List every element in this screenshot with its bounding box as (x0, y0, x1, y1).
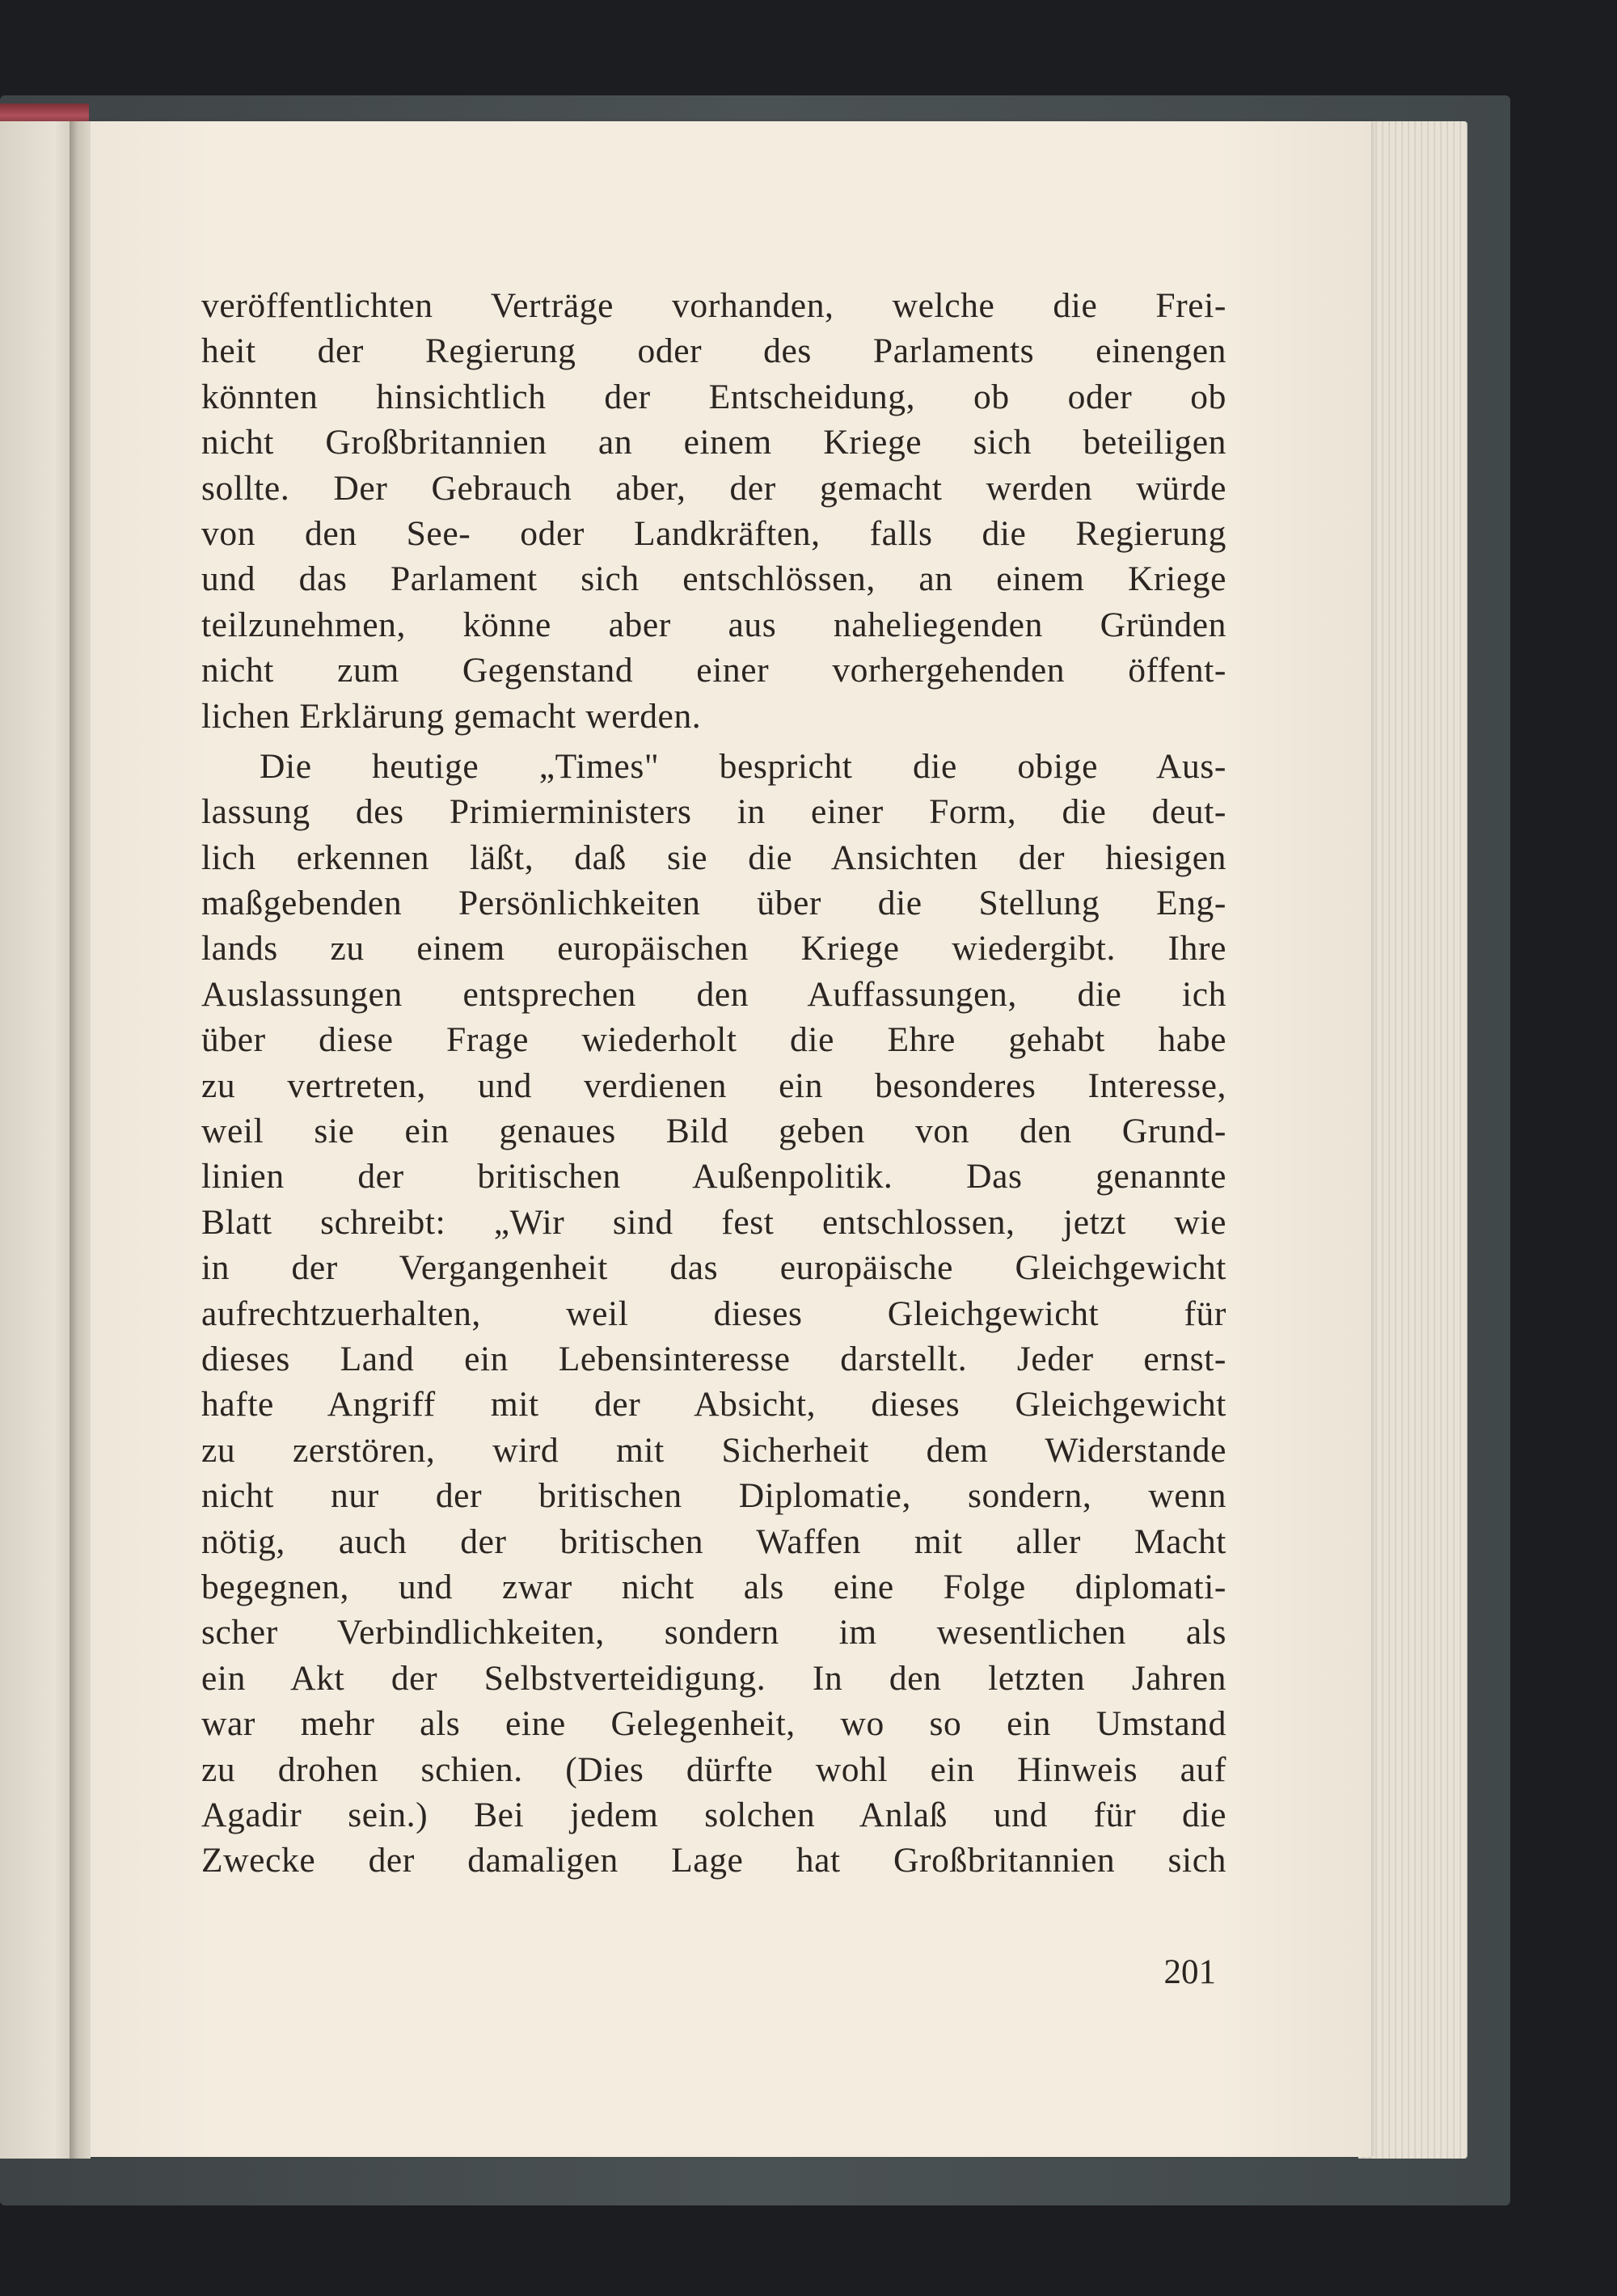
page-body-text (201, 283, 1226, 1884)
text-line: Zwecke der damaligen Lage hat Großbritannien sich (201, 1841, 1226, 1880)
text-line: sollte. Der Gebrauch aber, der gemacht werden würde (201, 468, 1226, 508)
text-line: könnten hinsichtlich der Entscheidung, ob oder ob (201, 377, 1226, 416)
text-line: weil sie ein genaues Bild geben von den Grund- (201, 1112, 1226, 1151)
text-line: lich erkennen läßt, daß sie die Ansichten der hiesigen (201, 838, 1226, 877)
text-line: teilzunehmen, könne aber aus naheliegenden Gründen (201, 605, 1226, 644)
text-line: zu zerstören, wird mit Sicherheit dem Widerstande (201, 1430, 1226, 1470)
text-line: von den See- oder Landkräften, falls die Regierung (201, 513, 1226, 553)
text-line: scher Verbindlichkeiten, sondern im wesentlichen als (201, 1613, 1226, 1652)
text-line: dieses Land ein Lebensinteresse darstellt. Jeder ernst- (201, 1339, 1226, 1378)
text-line: maßgebenden Persönlichkeiten über die Stellung Eng- (201, 884, 1226, 923)
text-line: und das Parlament sich entschlössen, an einem Kriege (201, 559, 1226, 599)
paragraph-2 (201, 744, 1226, 1884)
text-line: zu vertreten, und verdienen ein besonderes Interesse, (201, 1066, 1226, 1105)
text-line: Auslassungen entsprechen den Auffassungen, die ich (201, 974, 1226, 1014)
page-stack-edge (1358, 121, 1467, 2159)
text-line: hafte Angriff mit der Absicht, dieses Gleichgewicht (201, 1385, 1226, 1424)
text-line: nicht nur der britischen Diplomatie, sondern, wenn (201, 1476, 1226, 1516)
text-line: Agadir sein.) Bei jedem solchen Anlaß und für die (201, 1795, 1226, 1834)
text-line: veröffentlichten Verträge vorhanden, welche die Frei- (201, 286, 1226, 325)
text-line: Blatt schreibt: „Wir sind fest entschlossen, jetzt wie (201, 1202, 1226, 1242)
paragraph-1 (201, 283, 1226, 739)
book-page (84, 121, 1371, 2157)
text-line: nicht zum Gegenstand einer vorhergehenden öffent- (201, 651, 1226, 690)
book-gutter (70, 121, 91, 2159)
text-line: lichen Erklärung gemacht werden. (201, 696, 702, 736)
text-line: heit der Regierung oder des Parlaments einengen (201, 331, 1226, 371)
text-line: war mehr als eine Gelegenheit, wo so ein Umstand (201, 1704, 1226, 1744)
text-line: nötig, auch der britischen Waffen mit aller Macht (201, 1522, 1226, 1561)
text-line: über diese Frage wiederholt die Ehre gehabt habe (201, 1020, 1226, 1060)
text-line: begegnen, und zwar nicht als eine Folge diplomati- (201, 1567, 1226, 1606)
text-line: aufrechtzuerhalten, weil dieses Gleichgewicht für (201, 1294, 1226, 1333)
text-line: zu drohen schien. (Dies dürfte wohl ein Hinweis auf (201, 1749, 1226, 1789)
text-line: Die heutige „Times" bespricht die obige Aus- (260, 746, 1226, 786)
text-line: in der Vergangenheit das europäische Gleichgewicht (201, 1248, 1226, 1288)
previous-page-edge (0, 121, 78, 2159)
text-line: nicht Großbritannien an einem Kriege sich beteiligen (201, 423, 1226, 462)
page-number: 201 (1163, 1953, 1216, 1991)
text-line: lassung des Primierministers in einer Form, die deut- (201, 792, 1226, 832)
text-line: ein Akt der Selbstverteidigung. In den letzten Jahren (201, 1658, 1226, 1698)
text-line: linien der britischen Außenpolitik. Das genannte (201, 1157, 1226, 1197)
text-line: lands zu einem europäischen Kriege wiedergibt. Ihre (201, 929, 1226, 969)
